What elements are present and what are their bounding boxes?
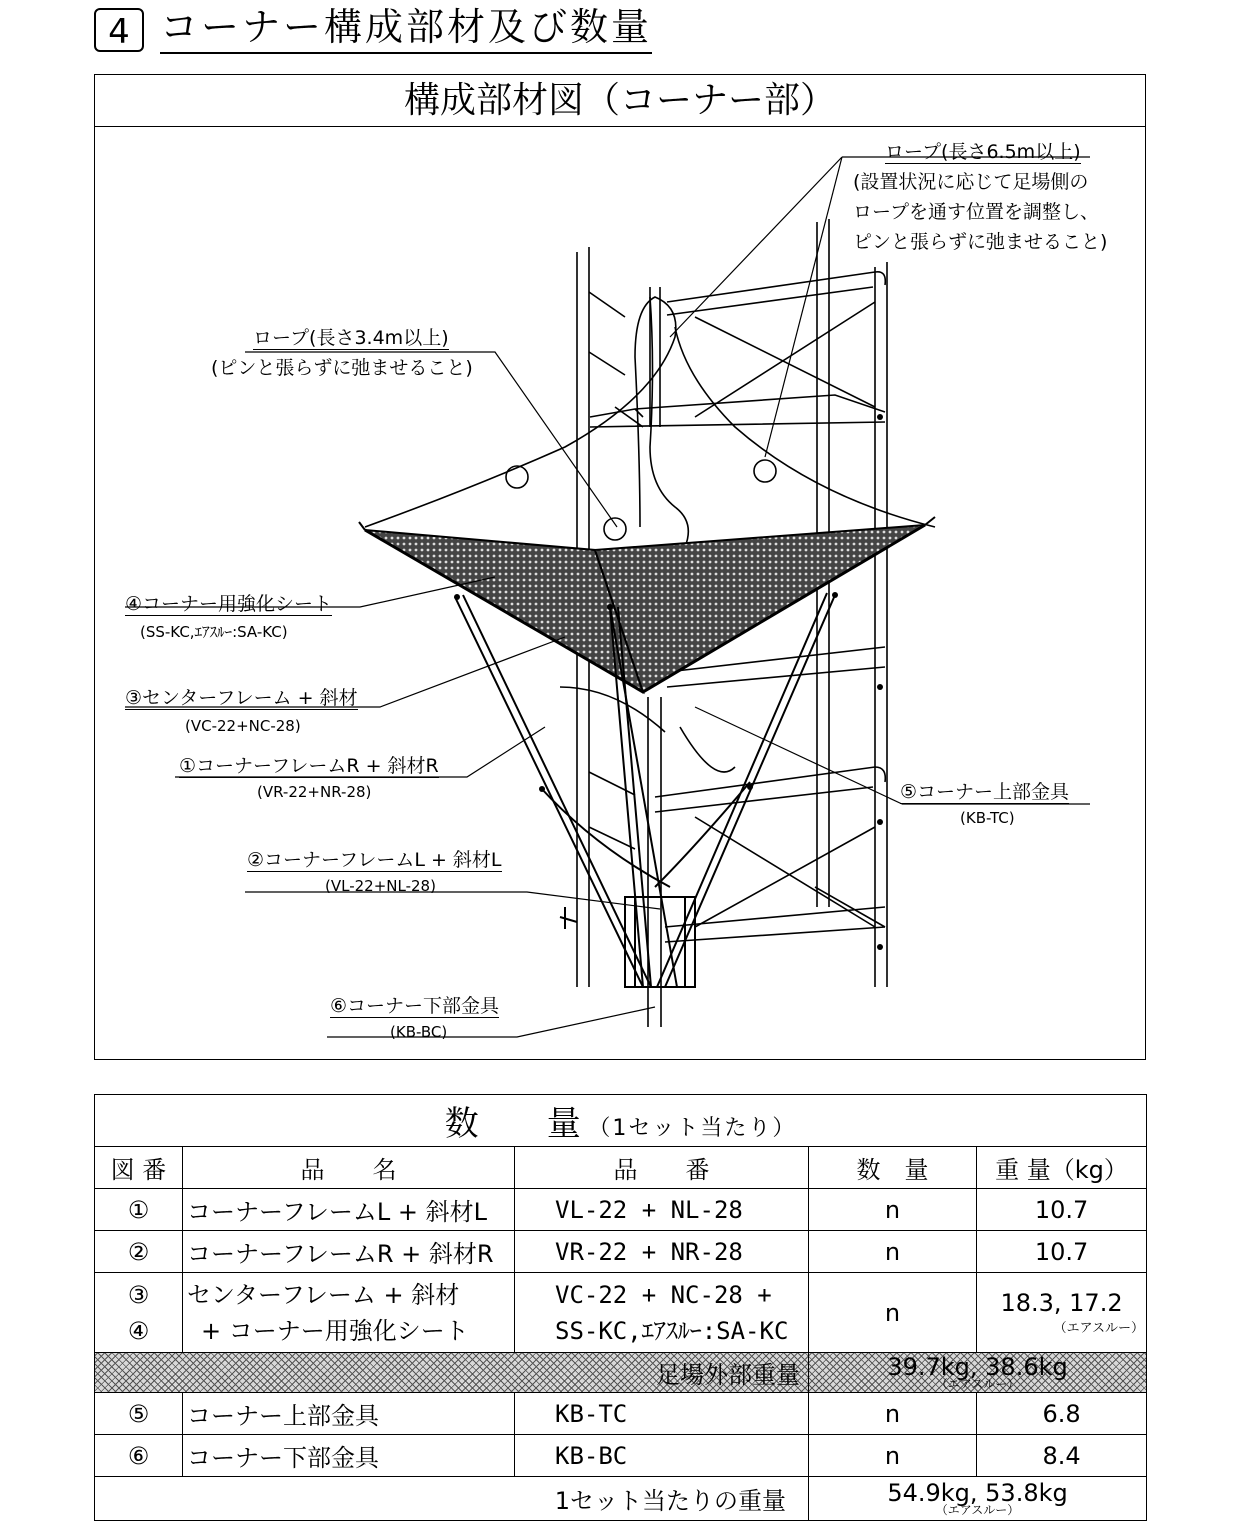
row-name: コーナー下部金具: [183, 1435, 515, 1477]
header-qty: 数 量: [809, 1147, 977, 1189]
row-weight: 6.8: [977, 1393, 1147, 1435]
row-code: [515, 1273, 809, 1353]
label-part6-code: (KB-BC): [390, 1023, 448, 1041]
total-value-cell: [809, 1477, 1147, 1521]
label-rope-short: ロープ(長さ3.4m以上): [253, 327, 449, 349]
row-name-4: + コーナー用強化シート: [201, 1316, 469, 1345]
row-fig-no: ⑥: [95, 1435, 183, 1477]
subtotal-label: 足場外部重量: [95, 1353, 809, 1393]
label-part1-code: (VR-22+NR-28): [257, 783, 372, 801]
table-row: [95, 1393, 1147, 1435]
total-value: 54.9kg, 53.8kg: [887, 1478, 1068, 1507]
header-name: 品 名: [183, 1147, 515, 1189]
row-code-4: SS-KC,ｴｱｽﾙｰ:SA-KC: [555, 1316, 789, 1345]
total-row: [95, 1477, 1147, 1521]
row-weight: 10.7: [977, 1231, 1147, 1273]
total-label: 1セット当たりの重量: [95, 1477, 809, 1521]
row-code-3: VC-22 + NC-28 +: [555, 1280, 772, 1309]
label-rope-long: ロープ(長さ6.5m以上): [885, 141, 1081, 163]
figure-title: 構成部材図（コーナー部）: [95, 75, 1145, 127]
table-row: [95, 1273, 1147, 1353]
row-name: コーナーフレームL + 斜材L: [183, 1189, 515, 1231]
label-part6: ⑥コーナー下部金具: [330, 995, 500, 1017]
row-weight: 10.7: [977, 1189, 1147, 1231]
corner-net-diagram: [95, 127, 1144, 1057]
row-fig-no: ①: [95, 1189, 183, 1231]
label-part4-code: (SS-KC,ｴｱｽﾙｰ:SA-KC): [140, 623, 288, 641]
label-rope-long-note3: ピンと張らずに弛ませること): [853, 231, 1108, 253]
table-row: [95, 1435, 1147, 1477]
label-part3-code: (VC-22+NC-28): [185, 717, 301, 735]
header-code: 品 番: [515, 1147, 809, 1189]
table-header-row: [95, 1147, 1147, 1189]
label-rope-long-note1: (設置状況に応じて足場側の: [853, 171, 1089, 193]
row-fig-no: [95, 1273, 183, 1353]
label-part2: ②コーナーフレームL + 斜材L: [247, 849, 502, 871]
row-qty: n: [809, 1189, 977, 1231]
label-part2-code: (VL-22+NL-28): [325, 877, 436, 895]
row-name: コーナーフレームR + 斜材R: [183, 1231, 515, 1273]
row-name: [183, 1273, 515, 1353]
section-number: 4: [94, 8, 144, 52]
row-code: KB-BC: [515, 1435, 809, 1477]
row-weight-note: （エアスルー）: [1053, 1321, 1145, 1336]
row-name: コーナー上部金具: [183, 1393, 515, 1435]
label-part5-code: (KB-TC): [960, 809, 1015, 827]
row-fig-no-3: ③: [127, 1280, 150, 1309]
row-qty: n: [809, 1435, 977, 1477]
label-rope-short-note: (ピンと張らずに弛ませること): [211, 357, 473, 379]
label-rope-long-note2: ロープを通す位置を調整し、: [853, 201, 1100, 223]
row-code: VR-22 + NR-28: [515, 1231, 809, 1273]
table-row: [95, 1189, 1147, 1231]
table-title: [95, 1095, 1147, 1147]
figure-box: [94, 74, 1146, 1060]
label-part5: ⑤コーナー上部金具: [900, 781, 1070, 803]
label-part4: ④コーナー用強化シート: [125, 593, 333, 615]
row-fig-no: ②: [95, 1231, 183, 1273]
row-fig-no-4: ④: [127, 1316, 150, 1345]
label-part1: ①コーナーフレームR + 斜材R: [179, 755, 439, 777]
section-title: コーナー構成部材及び数量: [160, 4, 652, 54]
row-weight-value: 18.3, 17.2: [1000, 1289, 1123, 1317]
row-name-3: センターフレーム + 斜材: [187, 1280, 460, 1309]
row-fig-no: ⑤: [95, 1393, 183, 1435]
row-code: KB-TC: [515, 1393, 809, 1435]
total-note: （エアスルー）: [935, 1502, 1020, 1517]
row-qty: n: [809, 1273, 977, 1353]
subtotal-value-cell: [809, 1353, 1147, 1393]
header-weight: 重 量（kg）: [977, 1147, 1147, 1189]
header-fig-no: 図 番: [95, 1147, 183, 1189]
subtotal-note: （エアスルー）: [935, 1376, 1020, 1391]
table-title-sub: （1セット当たり）: [588, 1116, 797, 1141]
subtotal-value: 39.7kg, 38.6kg: [887, 1352, 1068, 1381]
subtotal-row: [95, 1353, 1147, 1393]
quantity-table: [94, 1094, 1147, 1521]
table-row: [95, 1231, 1147, 1273]
row-qty: n: [809, 1393, 977, 1435]
row-weight: [977, 1273, 1147, 1353]
row-qty: n: [809, 1231, 977, 1273]
row-code: VL-22 + NL-28: [515, 1189, 809, 1231]
label-part3: ③センターフレーム + 斜材: [125, 687, 358, 709]
row-weight: 8.4: [977, 1435, 1147, 1477]
table-title-main: 数 量: [444, 1104, 581, 1144]
